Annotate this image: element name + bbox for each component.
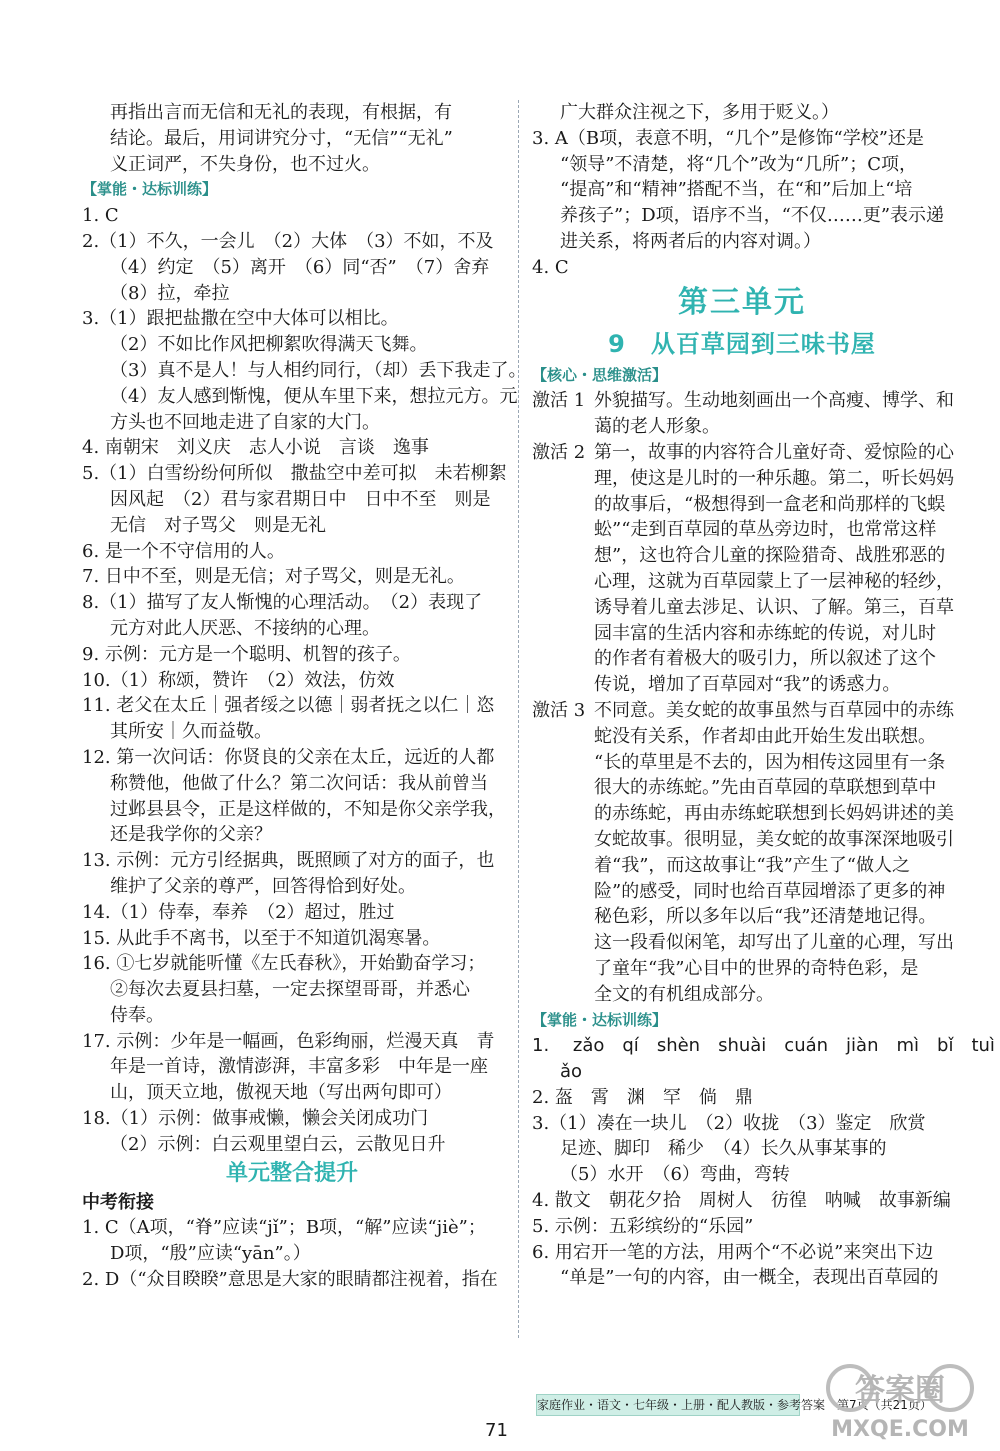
text-line: （5）水开 （6）弯曲，弯转	[560, 1164, 790, 1186]
text-line: 着“我”，而这故事让“我”产生了“做人之	[594, 854, 911, 876]
page-number: 71	[485, 1420, 508, 1441]
text-line: 第一，故事的内容符合儿童好奇、爱惊险的心	[594, 441, 954, 463]
text-line: 险”的感受，同时也给百草园增添了更多的神	[594, 880, 946, 902]
text-line: 称赞他，他做了什么？第二次问话：我从前曾当	[110, 772, 488, 794]
text-line: 1. C（A项，“脊”应读“jǐ”；B项，“解”应读“jiè”；	[82, 1217, 486, 1239]
activation-body	[594, 440, 954, 698]
text-line: 15. 从此手不离书，以至于不知道饥渴寒暑。	[82, 927, 441, 949]
text-line: 4. 南朝宋 刘义庆 志人小说 言谈 逸事	[82, 437, 429, 459]
text-line: 想”，这也符合儿童的探险猎奇、战胜邪恶的	[594, 545, 946, 567]
section-tag-skill: 【掌能・达标训练】	[532, 1010, 668, 1029]
text-line: 5.（1）白雪纷纷何所似 撒盐空中差可拟 未若柳絮	[82, 463, 507, 485]
text-line: 养孩子”；D项，语序不当，“不仅……更”表示递	[560, 205, 945, 227]
text-line: 3.（1）凑在一块儿 （2）收拢 （3）鉴定 欣赏	[532, 1112, 926, 1134]
activation-item	[532, 440, 952, 698]
text-line: 外貌描写。生动地刻画出一个高瘦、博学、和	[594, 390, 954, 412]
text-line: 6. 是一个不守信用的人。	[82, 540, 285, 562]
footer-bar: 家庭作业・语文・七年级・上册・配人教版・参考答案 第7页（共21页）	[536, 1394, 800, 1416]
text-line: 不同意。美女蛇的故事虽然与百草园中的赤练	[594, 699, 954, 721]
left-column	[82, 100, 527, 1293]
activation-item	[532, 388, 952, 440]
text-line: 的故事后，“极想得到一盒老和尚那样的飞蜈	[594, 493, 946, 515]
right-column	[532, 100, 995, 1291]
text-line: 广大群众注视之下，多用于贬义。）	[560, 102, 839, 123]
text-line: 足迹、脚印 稀少 （4）长久从事某事的	[560, 1138, 887, 1160]
text-line: 年是一首诗，激情澎湃，丰富多彩 中年是一座	[110, 1056, 488, 1078]
text-line: 11. 老父在太丘｜强者绥之以德｜弱者抚之以仁｜恣	[82, 695, 495, 717]
text-line: 16. ①七岁就能听懂《左氏春秋》，开始勤奋学习；	[82, 953, 486, 975]
text-line: “领导”不清楚，将“几个”改为“几所”；C项，	[560, 153, 917, 175]
text-line: 蛇没有关系，作者却由此开始生发出联想。	[594, 725, 936, 747]
text-line: 3.（1）跟把盐撒在空中大体可以相比。	[82, 308, 399, 330]
text-line: 女蛇故事。很明显，美女蛇的故事深深地吸引	[594, 828, 954, 850]
text-line: 元方对此人厌恶、不接纳的心理。	[110, 617, 380, 639]
text-line: 山，顶天立地，傲视天地（写出两句即可）	[110, 1082, 452, 1104]
text-line: （8）拉，牵拉	[110, 282, 230, 304]
lesson-title: 9 从百草园到三味书屋	[608, 329, 876, 358]
activation-label: 激活 3	[532, 699, 586, 721]
text-line: （3）真不是人！与人相约同行，（却）丢下我走了。	[110, 359, 527, 381]
text-line: 的赤练蛇，再由赤练蛇联想到长妈妈讲述的美	[594, 803, 954, 825]
text-line: 无信 对子骂父 则是无礼	[110, 514, 326, 536]
text-line: 6. 用宕开一笔的方法，用两个“不必说”来突出下边	[532, 1241, 934, 1263]
text-line: 13. 示例：元方引经据典，既照顾了对方的面子，也	[82, 850, 495, 872]
activation-item	[532, 698, 952, 1008]
text-line: 1. zǎo qí shèn shuài cuán jiàn mì bǐ tuì	[532, 1035, 995, 1057]
activation-body	[594, 388, 954, 440]
text-line: （4）约定 （5）离开 （6）同“否” （7）舍弃	[110, 256, 490, 278]
text-line: 很大的赤练蛇。”先由百草园的草联想到草中	[594, 777, 937, 799]
text-line: 单元整合提升	[225, 1160, 358, 1186]
text-line: 蚣”“走到百草园的草丛旁边时，也常常这样	[594, 519, 937, 541]
text-line: 2. D（“众目睽睽”意思是大家的眼睛都注视着，指在	[82, 1269, 498, 1291]
text-line: 的作者有着极大的吸引力，所以叙述了这个	[594, 648, 936, 670]
text-line: 全文的有机组成部分。	[594, 983, 774, 1005]
text-line: （4）友人感到惭愧，便从车里下来，想拉元方。元	[110, 385, 518, 407]
text-line: 18.（1）示例：做事戒懒，懒会关闭成功门	[82, 1108, 429, 1130]
text-line: （2）不如比作风把柳絮吹得满天飞舞。	[110, 334, 428, 356]
activation-label: 激活 2	[532, 441, 586, 463]
text-line: 7. 日中不至，则是无信；对子骂父，则是无礼。	[82, 566, 465, 588]
text-line: 14.（1）侍奉，奉养 （2）超过，胜过	[82, 901, 395, 923]
text-line: 理，使这是儿时的一种乐趣。第二，听长妈妈	[594, 467, 954, 489]
column-divider	[518, 100, 519, 1338]
text-line: 园丰富的生活内容和赤练蛇的传说，对儿时	[594, 622, 936, 644]
text-line: 方头也不回地走进了自家的大门。	[110, 411, 380, 433]
text-line: 【掌能・达标训练】	[82, 180, 218, 199]
watermark-logo	[820, 1358, 980, 1446]
text-line: 10.（1）称颂，赞许 （2）效法，仿效	[82, 669, 395, 691]
text-line: “提高”和“精神”搭配不当，在“和”后加上“培	[560, 179, 913, 201]
text-line: ②每次去夏县扫墓，一定去探望哥哥，并悉心	[110, 979, 470, 1001]
text-line: 还是我学你的父亲？	[110, 824, 272, 846]
text-line: 这一段看似闲笔，却写出了儿童的心理，写出	[594, 932, 954, 954]
text-line: 3. A（B项，表意不明，“几个”是修饰“学校”还是	[532, 127, 924, 149]
text-line: 结论。最后，用词讲究分寸，“无信”“无礼”	[110, 127, 453, 149]
text-line: 蔼的老人形象。	[594, 416, 720, 438]
text-line: 4. 散文 朝花夕拾 周树人 彷徨 呐喊 故事新编	[532, 1190, 951, 1212]
text-line: 其所安｜久而益敬。	[110, 721, 272, 743]
activation-label: 激活 1	[532, 390, 586, 412]
text-line: 进关系，将两者后的内容对调。）	[560, 230, 821, 252]
text-line: 维护了父亲的尊严，回答得恰到好处。	[110, 875, 416, 897]
section-tag-core: 【核心・思维激活】	[532, 365, 668, 384]
text-line: 侍奉。	[110, 1004, 164, 1026]
text-line: 再指出言而无信和无礼的表现，有根据，有	[110, 102, 452, 123]
text-line: “单是”一句的内容，由一概全，表现出百草园的	[560, 1267, 939, 1289]
text-line: “长的草里是不去的，因为相传这园里有一条	[594, 751, 946, 773]
text-line: 中考衔接	[82, 1191, 154, 1213]
text-line: 2. 盔 霄 渊 罕 倘 鼎	[532, 1086, 753, 1108]
text-line: 4. C	[532, 256, 569, 278]
text-line: 秘色彩，所以多年以后“我”还清楚地记得。	[594, 906, 937, 928]
text-line: 诱导着儿童去涉足、认识、了解。第三，百草	[594, 596, 954, 618]
svg-text:MXQE.COM: MXQE.COM	[831, 1417, 969, 1442]
text-line: 1. C	[82, 205, 119, 227]
text-line: 9. 示例：元方是一个聪明、机智的孩子。	[82, 643, 411, 665]
text-line: 5. 示例：五彩缤纷的“乐园”	[532, 1215, 754, 1237]
text-line: 8.（1）描写了友人惭愧的心理活动。 （2）表现了	[82, 592, 483, 614]
text-line: 17. 示例：少年是一幅画，色彩绚丽，烂漫天真 青	[82, 1030, 495, 1052]
text-line: 传说，增加了百草园对“我”的诱惑力。	[594, 674, 901, 696]
svg-text:答案圈: 答案圈	[855, 1373, 945, 1408]
text-line: 义正词严，不失身份，也不过火。	[110, 153, 380, 175]
text-line: ǎo	[560, 1061, 583, 1083]
activation-body	[594, 698, 954, 1008]
text-line: （2）示例：白云观里望白云，云散见日升	[110, 1133, 446, 1155]
unit-title: 第三单元	[678, 284, 806, 320]
text-line: 因风起 （2）君与家君期日中 日中不至 则是	[110, 488, 491, 510]
text-line: 2.（1）不久，一会儿 （2）大体 （3）不如，不及	[82, 230, 494, 252]
text-line: 心理，这就为百草园蒙上了一层神秘的轻纱，	[594, 570, 954, 592]
text-line: 12. 第一次问话：你贤良的父亲在太丘，远近的人都	[82, 746, 495, 768]
text-line: 了童年“我”心目中的世界的奇特色彩，是	[594, 957, 919, 979]
text-line: 过邺县县令，正是这样做的，不知是你父亲学我，	[110, 798, 506, 820]
text-line: D项，“殷”应读“yān”。）	[110, 1243, 311, 1265]
